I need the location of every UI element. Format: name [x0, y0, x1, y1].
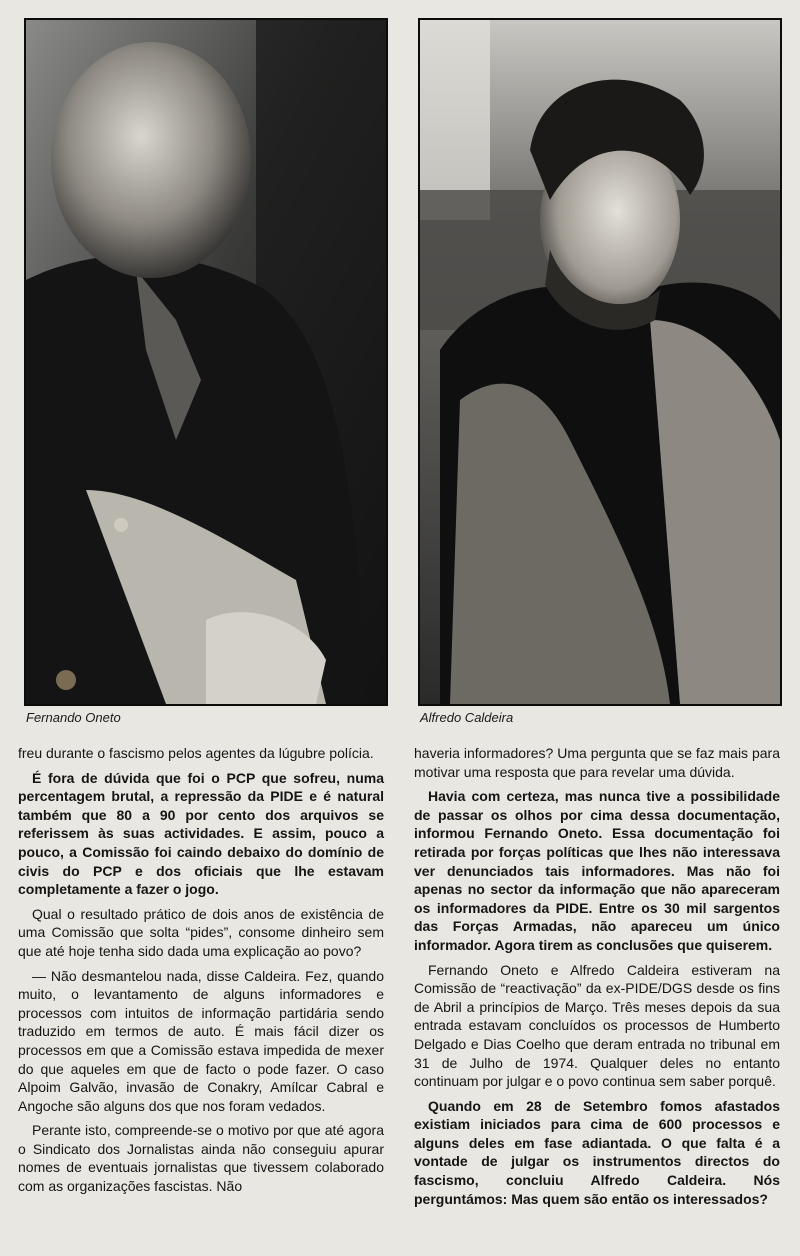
paragraph: — Não desmantelou nada, disse Caldeira. Fez, quando muito, o levantamento de alguns informadores e processos com intuitos de informação partidária sendo traduzido em termos de auto. É mais fácil dizer os processos em que a Comissão estava impedida de mexer do que aqueles em que de facto o pode fazer. O caso Alpoim Galvão, invasão de Conakry, Amílcar Cabral e Angoche são alguns dos que nos foram vedados. — [18, 967, 384, 1114]
paragraph: Fernando Oneto e Alfredo Caldeira estiveram na Comissão de “reactivação” da ex-PIDE/DGS desde os fins de Abril a princípios de Março. Três meses depois da sua entrada estavam concluídos os processos de Humberto Delgado e Dias Coelho que deram entrada no tribunal em 31 de Julho de 1974. Qualquer deles no entanto continuam por julgar e o povo continua sem saber porquê. — [414, 961, 780, 1090]
portrait-image — [420, 20, 780, 704]
paragraph: Qual o resultado prático de dois anos de existência de uma Comissão que solta “pides”, consome dinheiro sem que até hoje tenha sido dada uma explicação ao povo? — [18, 905, 384, 959]
photo-alfredo-caldeira — [418, 18, 782, 706]
article-column-right — [414, 744, 780, 1208]
photo-fernando-oneto — [24, 18, 388, 706]
paragraph: haveria informadores? Uma pergunta que se faz mais para motivar uma resposta que para revelar uma dúvida. — [414, 745, 780, 780]
portrait-image — [26, 20, 386, 704]
photo-caption: Fernando Oneto — [26, 710, 121, 725]
paragraph: freu durante o fascismo pelos agentes da lúgubre polícia. — [18, 745, 374, 761]
paragraph: Perante isto, compreende-se o motivo por que até agora o Sindicato dos Jornalistas ainda não conseguiu apurar nomes de eventuais jornalistas que tivessem colaborado com as organizações fascistas. Não — [18, 1122, 384, 1195]
paragraph: Havia com certeza, mas nunca tive a possibilidade de passar os olhos por cima dessa documentação, informou Fernando Oneto. Essa documentação foi retirada por forças políticas que lhes não interessava ver denunciados tais informadores. Mas não foi apenas no sector da informação que não apareceram os informadores da PIDE. Entre os 30 mil sargentos das Forças Armadas, não apareceu um único informador. Agora tirem as conclusões que quiserem. — [414, 788, 780, 953]
paragraph: É fora de dúvida que foi o PCP que sofreu, numa percentagem brutal, a repressão da PIDE e é natural também que 80 a 90 por cento dos arquivos se referissem às suas actividades. E assim, pouco a pouco, a Comissão foi caindo debaixo do domínio de civis do PCP e dos oficiais que lhe estavam completamente a fazer o jogo. — [18, 769, 384, 898]
article-column-left — [18, 744, 384, 1196]
paragraph: Quando em 28 de Setembro fomos afastados existiam iniciados para cima de 600 processos e alguns deles em fase adiantada. O que falta é a vontade de julgar os instrumentos directos do fascismo, concluiu Alfredo Caldeira. Nós perguntámos: Mas quem são então os interessados? — [414, 1097, 780, 1207]
photo-caption: Alfredo Caldeira — [420, 710, 514, 725]
